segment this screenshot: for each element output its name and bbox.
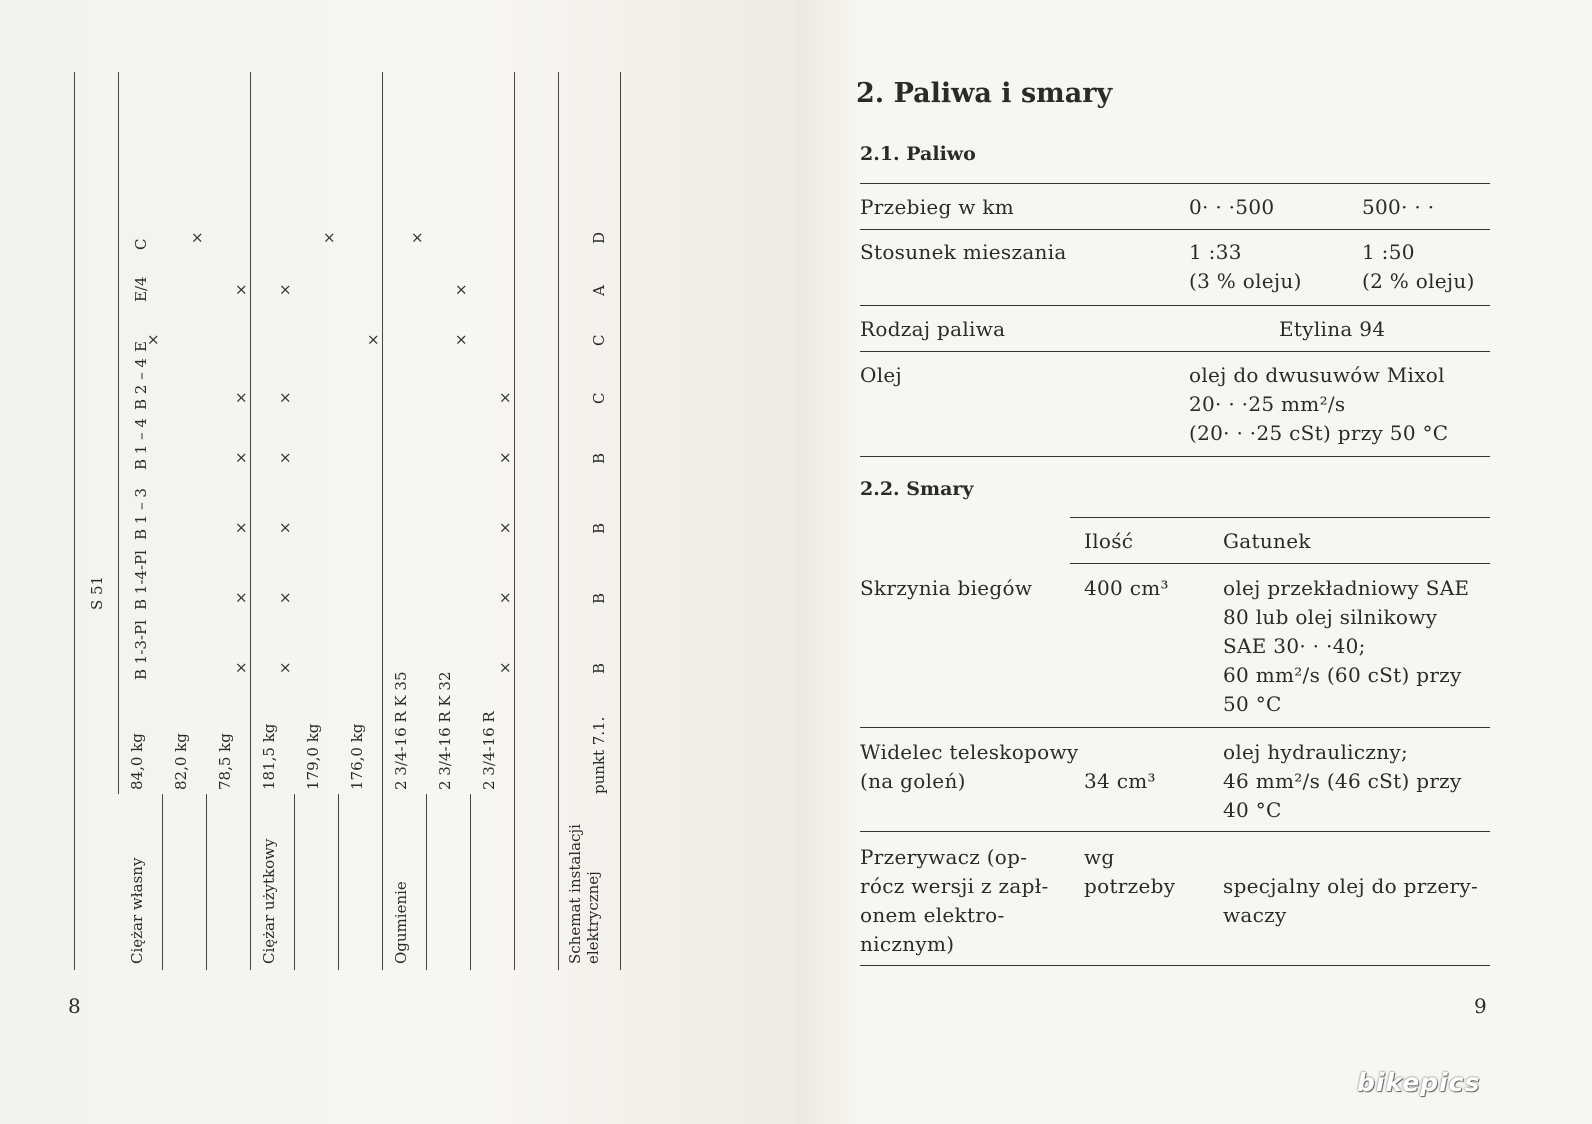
row-mark: × xyxy=(496,591,514,604)
schemat-letter: B xyxy=(590,452,608,464)
smary-rule-1 xyxy=(860,727,1490,728)
section-title: 2. Paliwa i smary xyxy=(856,78,1113,109)
row-mark: × xyxy=(452,333,470,346)
table-rule-header xyxy=(118,72,119,794)
row-value: 179,0 kg xyxy=(304,723,322,790)
row-mark: × xyxy=(276,283,294,296)
rotated-spec-table xyxy=(74,72,634,970)
widelec-gatunek-2: 46 mm²/s (46 cSt) przy xyxy=(1223,769,1462,793)
przebieg-value-2: 500· · · xyxy=(1362,195,1435,219)
schemat-letter: D xyxy=(590,231,608,244)
table-rule-g2c xyxy=(338,794,339,970)
table-rule-g3c xyxy=(470,794,471,970)
row-mark: × xyxy=(320,231,338,244)
przerywacz-ilosc-1: wg xyxy=(1084,845,1115,869)
row-mark: × xyxy=(276,661,294,674)
variant-label: E xyxy=(132,341,150,352)
table-rule-g3 xyxy=(382,72,383,970)
widelec-label-1: Widelec teleskopowy xyxy=(860,740,1079,764)
przebieg-value-1: 0· · ·500 xyxy=(1189,195,1275,219)
bikepics-watermark: bikepics xyxy=(1357,1068,1481,1097)
skrzynia-ilosc: 400 cm³ xyxy=(1084,576,1169,600)
row-mark: × xyxy=(276,591,294,604)
przerywacz-label-2: rócz wersji z zapł- xyxy=(860,874,1049,898)
schemat-label xyxy=(566,824,602,964)
olej-line-3: (20· · ·25 cSt) przy 50 °C xyxy=(1189,421,1449,445)
schemat-letter: B xyxy=(590,592,608,604)
przebieg-label: Przebieg w km xyxy=(860,195,1015,219)
row-mark: × xyxy=(408,231,426,244)
row-mark: × xyxy=(364,333,382,346)
row-mark: × xyxy=(232,521,250,534)
skrzynia-label: Skrzynia biegów xyxy=(860,576,1033,600)
schemat-letter: B xyxy=(590,662,608,674)
row-value: 78,5 kg xyxy=(216,733,234,790)
stosunek-oil-1: (3 % oleju) xyxy=(1189,269,1302,293)
variant-label: B 2 – 4 xyxy=(132,358,150,410)
table-rule-g2 xyxy=(250,72,251,970)
row-mark: × xyxy=(276,451,294,464)
table-rule-bottom xyxy=(620,72,621,970)
row-mark: × xyxy=(496,391,514,404)
table-rule-g1b xyxy=(206,794,207,970)
row-mark: × xyxy=(232,283,250,296)
schemat-letter: B xyxy=(590,522,608,534)
stosunek-ratio-2: 1 :50 xyxy=(1362,240,1415,264)
row-value: 2 3/4-16 R K 35 xyxy=(392,671,410,790)
row-group-label: Ciężar własny xyxy=(128,857,146,964)
variant-label: C xyxy=(132,238,150,250)
smary-rule-bottom xyxy=(860,965,1490,966)
paliwo-rule-1 xyxy=(860,229,1490,230)
smary-rule-top xyxy=(1070,517,1490,518)
row-mark: × xyxy=(232,661,250,674)
variant-label: E/4 xyxy=(132,276,150,302)
row-value: 82,0 kg xyxy=(172,733,190,790)
stosunek-ratio-1: 1 :33 xyxy=(1189,240,1242,264)
smary-rule-header xyxy=(1070,563,1490,564)
row-group-label: Ciężar użytkowy xyxy=(260,838,278,964)
page-number-right: 9 xyxy=(1474,994,1487,1018)
row-mark: × xyxy=(496,451,514,464)
skrzynia-gatunek-2: 80 lub olej silnikowy xyxy=(1223,605,1438,629)
przerywacz-label-4: nicznym) xyxy=(860,932,955,956)
stosunek-label: Stosunek mieszania xyxy=(860,240,1067,264)
widelec-label-2: (na goleń) xyxy=(860,769,966,793)
row-mark: × xyxy=(452,283,470,296)
olej-line-1: olej do dwusuwów Mixol xyxy=(1189,363,1445,387)
table-rule-top xyxy=(74,72,75,970)
smary-rule-2 xyxy=(860,831,1490,832)
przerywacz-gatunek-1: specjalny olej do przery- xyxy=(1223,874,1479,898)
row-mark: × xyxy=(496,661,514,674)
przerywacz-ilosc-2: potrzeby xyxy=(1084,874,1176,898)
olej-label: Olej xyxy=(860,363,903,387)
paliwo-rule-bottom xyxy=(860,456,1490,457)
stosunek-oil-2: (2 % oleju) xyxy=(1362,269,1475,293)
row-mark: × xyxy=(232,451,250,464)
skrzynia-gatunek-1: olej przekładniowy SAE xyxy=(1223,576,1470,600)
skrzynia-gatunek-3: SAE 30· · ·40; xyxy=(1223,634,1366,658)
schemat-letter: C xyxy=(590,334,608,346)
right-page xyxy=(796,0,1592,1124)
paliwo-rule-top xyxy=(860,183,1490,184)
row-mark: × xyxy=(144,333,162,346)
rodzaj-value: Etylina 94 xyxy=(1279,317,1386,341)
smary-heading: 2.2. Smary xyxy=(860,478,974,500)
row-value: 2 3/4-16 R xyxy=(480,711,498,790)
variant-label: B 1-3-Pl xyxy=(132,620,150,680)
schemat-label-line2: elektrycznej xyxy=(584,871,602,964)
smary-col-gatunek: Gatunek xyxy=(1223,529,1311,553)
row-mark: × xyxy=(188,231,206,244)
olej-line-2: 20· · ·25 mm²/s xyxy=(1189,392,1346,416)
skrzynia-gatunek-5: 50 °C xyxy=(1223,692,1282,716)
table-rule-g2b xyxy=(294,794,295,970)
table-rule-g5 xyxy=(558,72,559,970)
widelec-gatunek-1: olej hydrauliczny; xyxy=(1223,740,1409,764)
row-mark: × xyxy=(276,391,294,404)
row-mark: × xyxy=(496,521,514,534)
schemat-label-line1: Schemat instalacji xyxy=(566,824,584,964)
variant-label: B 1 – 3 xyxy=(132,488,150,540)
variant-label: B 1-4-Pl xyxy=(132,550,150,610)
widelec-gatunek-3: 40 °C xyxy=(1223,798,1282,822)
row-value: 2 3/4-16 R K 32 xyxy=(436,671,454,790)
schemat-letter: C xyxy=(590,392,608,404)
row-value: 176,0 kg xyxy=(348,723,366,790)
paliwo-rule-3 xyxy=(860,351,1490,352)
row-value: 84,0 kg xyxy=(128,733,146,790)
table-rule-g4 xyxy=(514,72,515,970)
page-number-left: 8 xyxy=(68,994,81,1018)
widelec-ilosc: 34 cm³ xyxy=(1084,769,1156,793)
variant-label: B 1 – 4 xyxy=(132,418,150,470)
schemat-value: punkt 7.1. xyxy=(590,716,608,794)
table-header-model: S 51 xyxy=(88,575,106,610)
table-rule-g3b xyxy=(426,794,427,970)
row-mark: × xyxy=(232,391,250,404)
paliwo-heading: 2.1. Paliwo xyxy=(860,143,976,165)
skrzynia-gatunek-4: 60 mm²/s (60 cSt) przy xyxy=(1223,663,1462,687)
przerywacz-gatunek-2: waczy xyxy=(1223,903,1287,927)
przerywacz-label-1: Przerywacz (op- xyxy=(860,845,1028,869)
row-value: 181,5 kg xyxy=(260,723,278,790)
smary-col-ilosc: Ilość xyxy=(1084,529,1134,553)
row-mark: × xyxy=(232,591,250,604)
row-group-label: Ogumienie xyxy=(392,881,410,964)
table-rule-g1 xyxy=(162,794,163,970)
row-mark: × xyxy=(276,521,294,534)
rodzaj-label: Rodzaj paliwa xyxy=(860,317,1006,341)
schemat-letter: A xyxy=(590,285,608,296)
paliwo-rule-2 xyxy=(860,305,1490,306)
przerywacz-label-3: onem elektro- xyxy=(860,903,1005,927)
